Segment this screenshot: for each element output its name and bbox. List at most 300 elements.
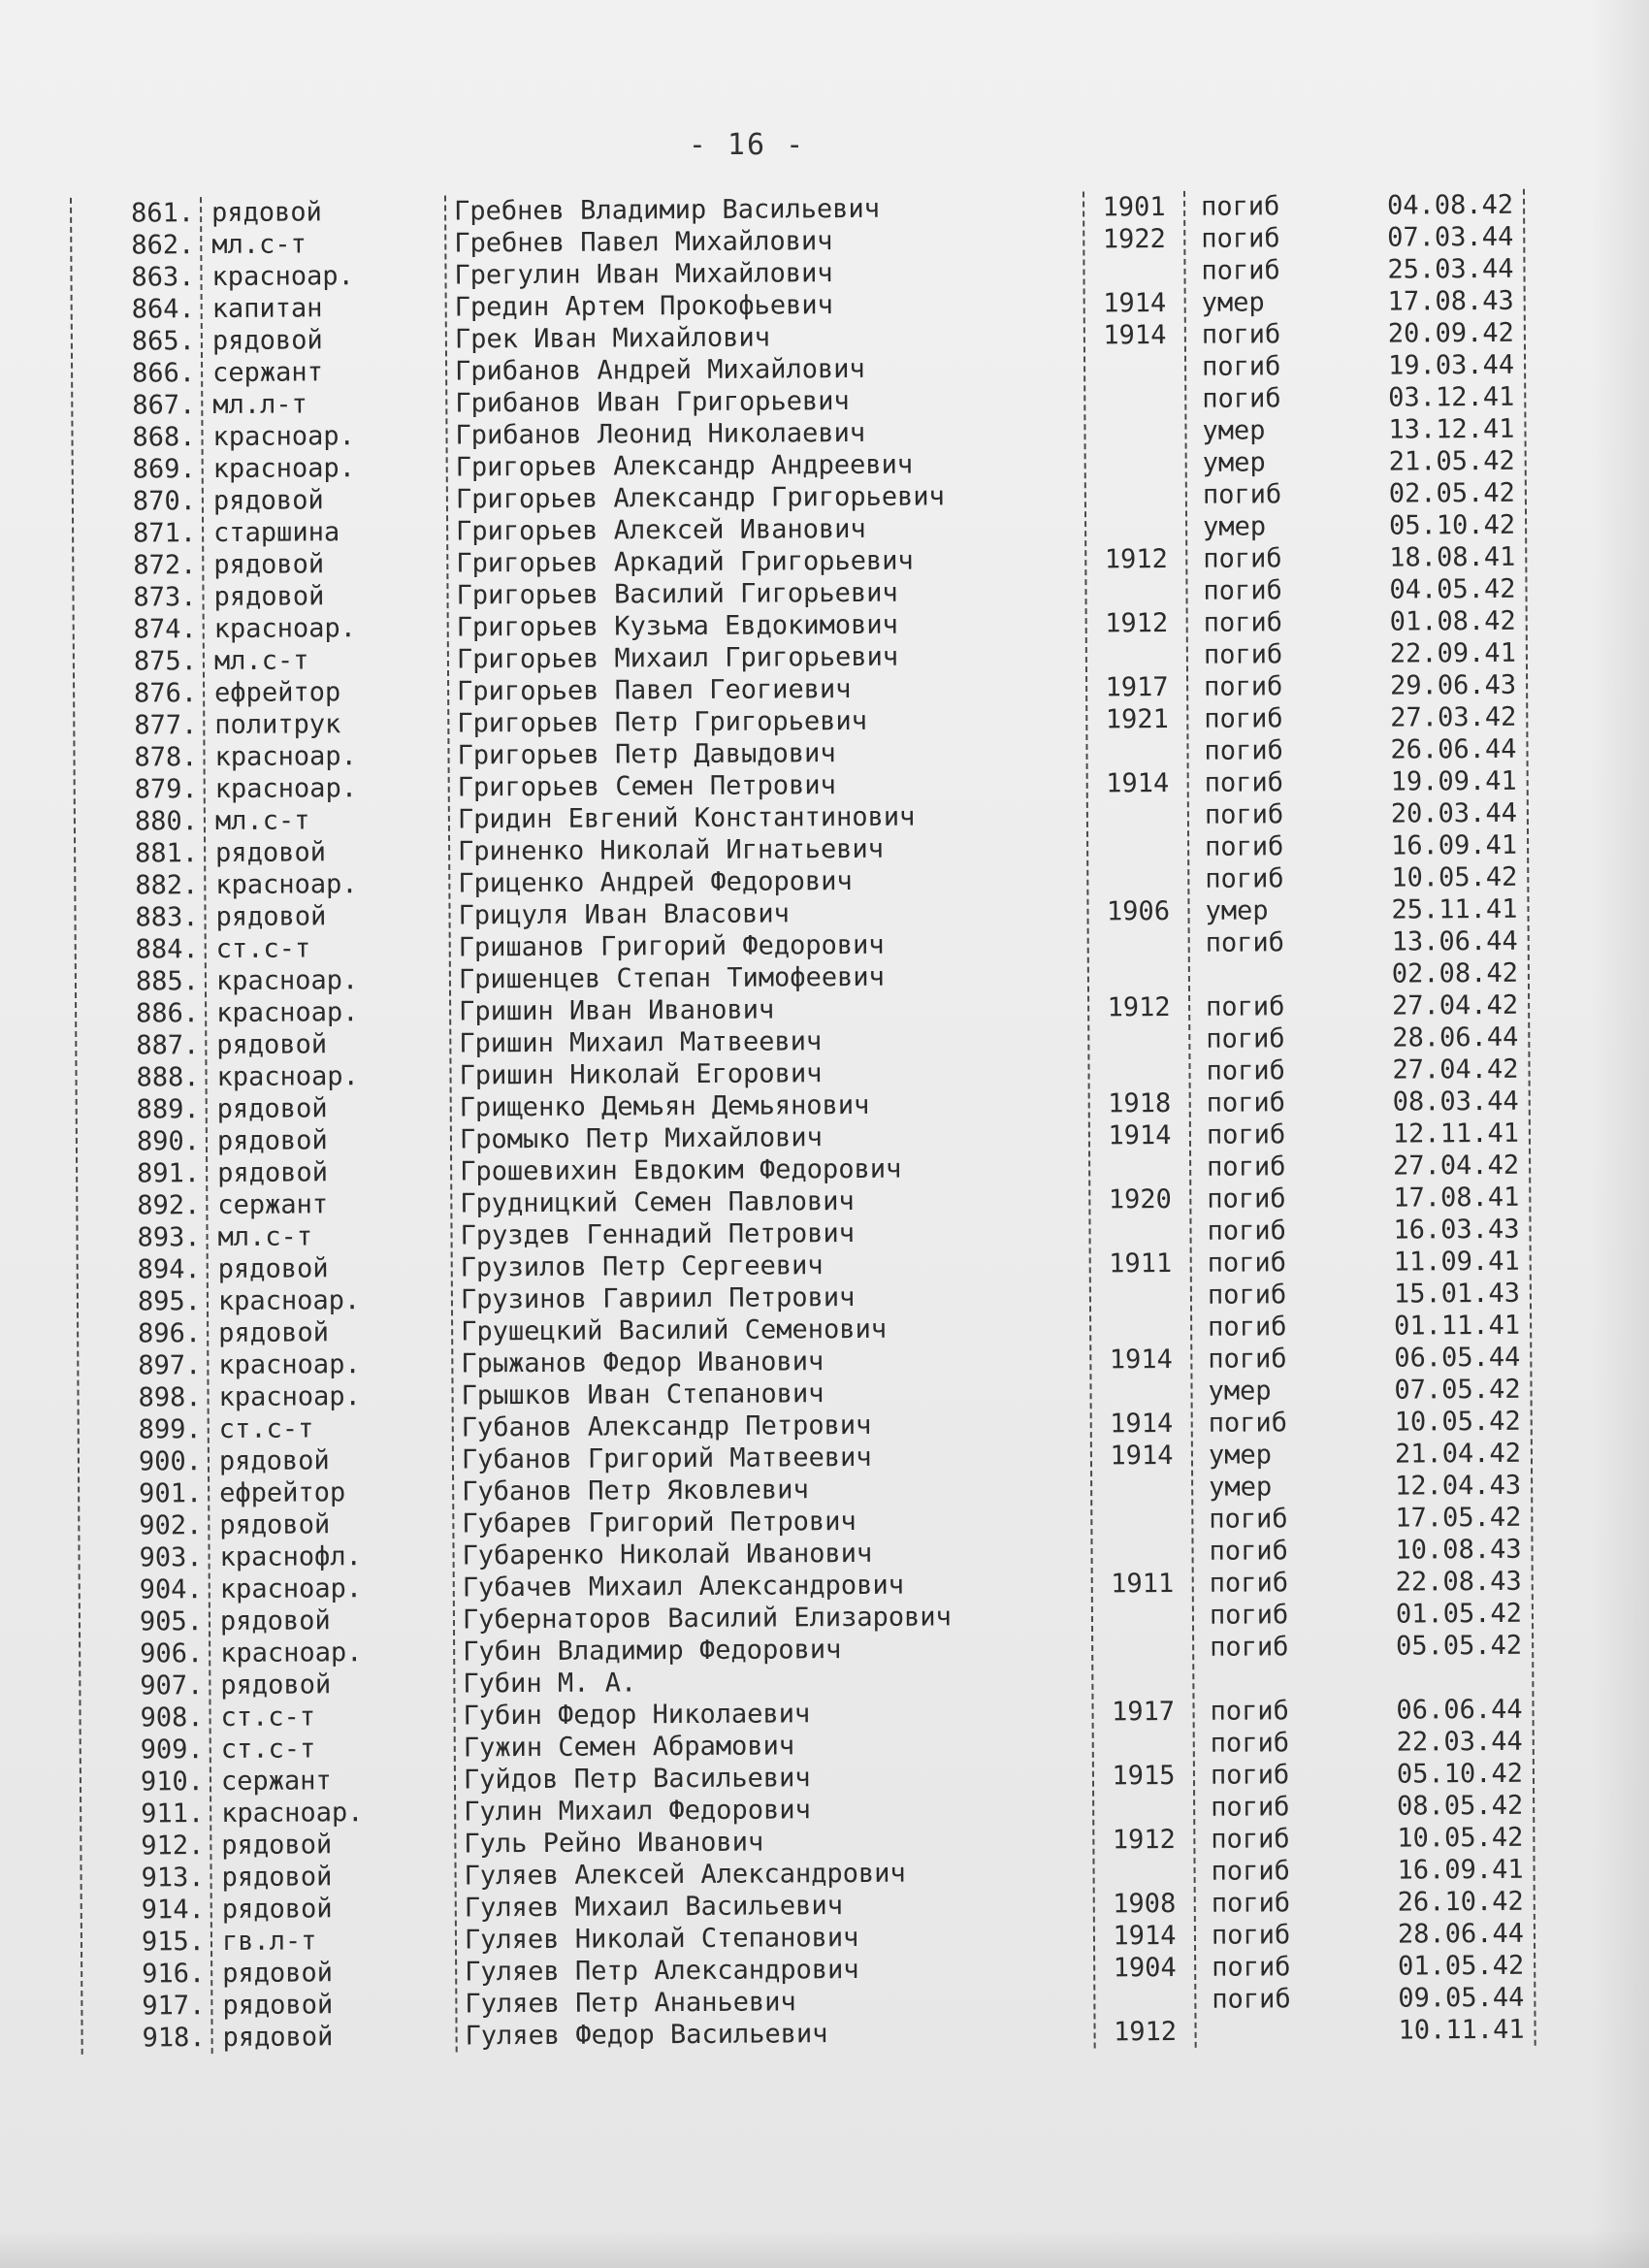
entry-birth-year: 1911	[1111, 1569, 1175, 1600]
entry-date	[1347, 1662, 1522, 1663]
entry-rank: сержант	[212, 357, 323, 389]
entry-status	[1210, 1663, 1336, 1664]
entry-status: погиб	[1212, 1952, 1291, 1983]
entry-status: погиб	[1210, 1696, 1289, 1727]
entry-name: Губанов Петр Яковлевич	[462, 1474, 809, 1507]
entry-birth-year: 1912	[1113, 2016, 1178, 2048]
entry-birth-year: 1915	[1112, 1760, 1176, 1792]
entry-number: 869.	[132, 454, 196, 485]
entry-number: 891.	[137, 1158, 201, 1189]
entry-date: 07.03.44	[1387, 221, 1514, 253]
entry-name: Губернаторов Василий Елизарович	[462, 1602, 952, 1636]
entry-date: 13.12.41	[1388, 413, 1515, 445]
entry-rank: мл.с-т	[217, 1221, 313, 1253]
entry-number: 912.	[141, 1831, 205, 1862]
entry-status: погиб	[1207, 1151, 1286, 1183]
entry-name: Григорьев Петр Григорьевич	[457, 705, 868, 739]
entry-number: 876.	[133, 678, 198, 709]
entry-rank: красноар.	[221, 1798, 364, 1830]
entry-birth-year: 1912	[1104, 544, 1168, 575]
entry-birth-year: 1914	[1110, 1441, 1174, 1472]
entry-rank: рядовой	[212, 485, 324, 517]
entry-name: Гуль Рейно Иванович	[464, 1827, 764, 1860]
entry-name: Гребнев Владимир Васильевич	[453, 193, 881, 227]
page-number: - 16 -	[688, 128, 806, 162]
entry-rank: мл.с-т	[211, 229, 307, 261]
entry-status: погиб	[1201, 351, 1281, 382]
entry-status: погиб	[1207, 1215, 1286, 1247]
entry-date: 27.04.42	[1392, 1150, 1520, 1182]
entry-number: 883.	[135, 902, 199, 933]
entry-status: погиб	[1206, 1119, 1286, 1150]
entry-name: Грузинов Гавриил Петрович	[460, 1282, 856, 1315]
entry-name: Губин Владимир Федорович	[463, 1635, 842, 1668]
entry-name: Григорьев Аркадий Григорьевич	[456, 545, 914, 579]
entry-name: Григорьев Василий Гигорьевич	[456, 577, 898, 611]
entry-rank: рядовой	[222, 1958, 334, 1990]
entry-rank: гв.л-т	[221, 1926, 317, 1958]
entry-date: 28.06.44	[1397, 1918, 1525, 1950]
entry-status: умер	[1208, 1440, 1273, 1471]
entry-birth-year: 1921	[1105, 704, 1169, 735]
entry-status: погиб	[1210, 1728, 1290, 1759]
entry-rank: рядовой	[215, 901, 327, 933]
entry-number: 868.	[132, 422, 196, 453]
entry-status: погиб	[1209, 1568, 1289, 1599]
entry-number: 874.	[133, 614, 197, 645]
entry-number: 907.	[140, 1670, 204, 1701]
entry-date: 26.06.44	[1390, 733, 1517, 765]
entry-name: Грудницкий Семен Павлович	[460, 1186, 855, 1219]
entry-status: погиб	[1209, 1504, 1288, 1535]
entry-date: 15.01.43	[1393, 1278, 1521, 1310]
entry-name: Губарев Григорий Петрович	[462, 1507, 857, 1539]
entry-status: умер	[1201, 287, 1265, 318]
entry-status: погиб	[1209, 1600, 1289, 1631]
entry-number: 910.	[140, 1766, 205, 1798]
entry-name: Грибанов Андрей Михайлович	[455, 353, 865, 387]
entry-birth-year: 1901	[1102, 192, 1166, 223]
entry-name: Григорьев Алексей Иванович	[456, 513, 866, 547]
entry-rank: рядовой	[217, 1253, 329, 1285]
entry-name: Гуляев Федор Васильевич	[465, 2019, 828, 2052]
entry-date: 10.11.41	[1398, 2014, 1525, 2046]
entry-birth-year: 1914	[1113, 1920, 1177, 1952]
entry-number: 863.	[131, 262, 195, 293]
entry-date: 11.09.41	[1393, 1246, 1520, 1278]
entry-number: 906.	[140, 1638, 204, 1669]
entry-name: Гредин Артем Прокофьевич	[454, 290, 833, 323]
entry-number: 888.	[136, 1062, 200, 1093]
entry-name: Гужин Семен Абрамович	[463, 1731, 795, 1764]
entry-birth-year: 1922	[1102, 224, 1166, 255]
entry-rank: рядовой	[216, 1125, 328, 1157]
entry-name: Гуляев Михаил Васильевич	[464, 1891, 844, 1924]
entry-status: погиб	[1209, 1536, 1288, 1567]
entry-status: погиб	[1208, 1408, 1288, 1439]
entry-name: Губин М. А.	[463, 1668, 637, 1700]
entry-number: 873.	[133, 582, 197, 613]
entry-birth-year: 1914	[1106, 768, 1170, 799]
entry-date: 27.04.42	[1392, 1053, 1519, 1085]
entry-rank: красноар.	[212, 453, 356, 485]
entry-number: 866.	[131, 358, 196, 389]
entry-rank: рядовой	[216, 1093, 328, 1125]
entry-date: 08.03.44	[1392, 1085, 1519, 1118]
entry-number: 913.	[141, 1863, 205, 1894]
entry-birth-year: 1912	[1107, 992, 1171, 1023]
entry-rank: ефрейтор	[219, 1477, 346, 1509]
entry-number: 877.	[134, 710, 198, 741]
entry-number: 890.	[136, 1126, 201, 1157]
entry-name: Гришанов Григорий Федорович	[458, 929, 885, 963]
entry-date: 20.09.42	[1387, 317, 1514, 349]
entry-rank: сержант	[217, 1189, 329, 1221]
entry-date: 02.05.42	[1388, 477, 1515, 509]
entry-date: 05.05.42	[1396, 1630, 1523, 1662]
entry-date: 10.08.43	[1395, 1534, 1522, 1566]
entry-name: Губанов Григорий Матвеевич	[461, 1442, 872, 1475]
entry-date: 28.06.44	[1392, 1021, 1519, 1053]
entry-rank: рядовой	[222, 1990, 334, 2021]
entry-number: 867.	[132, 390, 196, 421]
entry-status: погиб	[1204, 767, 1284, 798]
entry-name: Губин Федор Николаевич	[463, 1699, 811, 1732]
entry-status: погиб	[1203, 639, 1283, 670]
entry-status: умер	[1205, 895, 1269, 926]
entry-date: 04.08.42	[1386, 189, 1514, 221]
entry-date: 01.05.42	[1395, 1598, 1523, 1630]
entry-status: погиб	[1203, 607, 1283, 638]
entry-birth-year: 1920	[1108, 1184, 1172, 1215]
entry-number: 885.	[135, 966, 200, 997]
entry-date: 02.08.42	[1391, 957, 1519, 989]
entry-date: 05.10.42	[1388, 509, 1516, 541]
entry-number: 886.	[136, 998, 200, 1029]
entry-number: 872.	[133, 550, 197, 581]
entry-name: Громыко Петр Михайлович	[459, 1122, 823, 1155]
entry-number: 864.	[131, 294, 195, 325]
entry-date: 22.03.44	[1396, 1726, 1523, 1758]
entry-number: 916.	[142, 1959, 206, 1990]
entry-status: погиб	[1211, 1920, 1291, 1951]
entry-number: 880.	[134, 806, 199, 837]
entry-date: 26.10.42	[1397, 1886, 1524, 1918]
entry-date: 06.06.44	[1396, 1694, 1523, 1726]
entry-name: Губаренко Николай Иванович	[462, 1538, 873, 1571]
entry-name: Грек Иван Михайлович	[454, 322, 771, 355]
entry-number: 861.	[130, 198, 195, 229]
entry-name: Гуляев Алексей Александрович	[464, 1858, 906, 1892]
entry-status: погиб	[1205, 863, 1284, 894]
entry-date: 12.04.43	[1394, 1470, 1522, 1502]
entry-rank: рядовой	[221, 1862, 333, 1894]
entry-name: Грыжанов Федор Иванович	[461, 1346, 824, 1379]
entry-name: Гриценко Андрей Федорович	[458, 866, 853, 899]
entry-number: 915.	[141, 1927, 206, 1958]
entry-status: погиб	[1211, 1888, 1291, 1919]
entry-birth-year: 1914	[1109, 1345, 1173, 1376]
entry-number: 905.	[139, 1606, 204, 1637]
entry-number: 887.	[136, 1030, 200, 1061]
entry-date: 17.05.42	[1395, 1502, 1522, 1534]
entry-rank: рядовой	[213, 549, 325, 581]
entry-rank: рядовой	[216, 1029, 328, 1061]
entry-number: 878.	[134, 742, 198, 773]
entry-name: Груздев Геннадий Петрович	[460, 1218, 856, 1251]
entry-name: Гридин Евгений Константинович	[457, 801, 916, 835]
entry-rank: красноар.	[211, 261, 354, 293]
entry-name: Гуляев Николай Степанович	[464, 1922, 859, 1956]
entry-number: 870.	[132, 486, 197, 517]
entry-status: погиб	[1202, 383, 1281, 414]
entry-rank: ст.с-т	[218, 1413, 314, 1445]
entry-status: погиб	[1208, 1344, 1287, 1375]
entry-rank: политрук	[214, 709, 341, 741]
entry-name: Гришин Николай Егорович	[459, 1058, 823, 1091]
entry-name: Грищенко Демьян Демьянович	[459, 1089, 870, 1123]
entry-name: Грибанов Леонид Николаевич	[455, 417, 866, 451]
entry-name: Григорьев Павел Геогиевич	[457, 674, 852, 707]
entry-number: 865.	[131, 326, 195, 357]
entry-number: 894.	[137, 1254, 201, 1285]
entry-rank: красноар.	[216, 997, 359, 1029]
entry-name: Грышков Иван Степанович	[461, 1378, 824, 1411]
entry-status: погиб	[1206, 1055, 1285, 1086]
entry-name: Грошевихин Евдоким Федорович	[460, 1153, 902, 1187]
entry-rank: ст.с-т	[220, 1733, 316, 1766]
entry-rank: ефрейтор	[214, 677, 341, 709]
entry-rank: мл.с-т	[213, 645, 309, 677]
entry-birth-year: 1912	[1112, 1824, 1176, 1856]
entry-rank: рядовой	[218, 1445, 330, 1477]
entry-date: 09.05.44	[1398, 1982, 1525, 2014]
entry-date: 29.06.43	[1389, 669, 1517, 701]
entry-name: Гуляев Петр Александрович	[465, 1954, 859, 1988]
entry-rank: рядовой	[219, 1509, 331, 1541]
entry-date: 16.03.43	[1393, 1214, 1520, 1246]
entry-status: погиб	[1207, 1280, 1287, 1311]
entry-name: Григорьев Александр Григорьевич	[455, 481, 945, 515]
entry-date: 16.09.41	[1397, 1854, 1524, 1886]
entry-status: погиб	[1201, 255, 1280, 286]
entry-number: 895.	[137, 1286, 202, 1317]
entry-rank: краснофл.	[219, 1541, 362, 1573]
entry-birth-year: 1908	[1113, 1888, 1177, 1920]
entry-status: умер	[1209, 1472, 1273, 1503]
entry-status: погиб	[1202, 479, 1282, 510]
entry-status: погиб	[1205, 927, 1285, 958]
entry-number: 902.	[139, 1510, 203, 1541]
entry-number: 900.	[138, 1446, 203, 1477]
entry-date: 10.05.42	[1391, 861, 1518, 893]
entry-status: умер	[1202, 447, 1266, 478]
entry-rank: ст.с-т	[215, 933, 311, 965]
entry-name: Григорьев Александр Андреевич	[455, 449, 914, 483]
entry-rank: красноар.	[220, 1637, 363, 1669]
entry-name: Гришин Иван Иванович	[459, 994, 775, 1027]
entry-status: умер	[1208, 1376, 1272, 1407]
entry-birth-year: 1914	[1103, 320, 1167, 351]
entry-number: 898.	[138, 1382, 202, 1413]
entry-date: 12.11.41	[1392, 1118, 1520, 1150]
entry-date: 03.12.41	[1388, 381, 1515, 413]
entry-status: погиб	[1206, 991, 1285, 1022]
entry-name: Григорьев Семен Петрович	[457, 770, 836, 803]
entry-number: 896.	[138, 1318, 202, 1349]
entry-date: 21.05.42	[1388, 445, 1515, 477]
entry-date: 06.05.44	[1394, 1342, 1521, 1374]
entry-rank: рядовой	[221, 1830, 333, 1862]
entry-date: 18.08.41	[1389, 541, 1516, 573]
entry-rank: красноар.	[214, 773, 358, 805]
entry-name: Губанов Александр Петрович	[461, 1409, 872, 1443]
entry-number: 901.	[139, 1478, 203, 1509]
entry-status: погиб	[1207, 1183, 1286, 1215]
entry-birth-year: 1914	[1103, 288, 1167, 319]
entry-birth-year: 1912	[1105, 608, 1169, 639]
entry-birth-year: 1917	[1105, 672, 1169, 703]
entry-number: 918.	[142, 2023, 206, 2054]
entry-date: 25.03.44	[1387, 253, 1514, 285]
entry-status: погиб	[1212, 1984, 1291, 2015]
entry-status: погиб	[1204, 703, 1283, 734]
entry-number: 882.	[135, 870, 199, 901]
entry-date: 17.08.41	[1393, 1182, 1520, 1214]
entry-date: 20.03.44	[1390, 797, 1517, 829]
entry-status	[1212, 2015, 1338, 2016]
entry-status: погиб	[1211, 1856, 1290, 1887]
entry-status: погиб	[1210, 1760, 1290, 1791]
entry-rank: сержант	[220, 1766, 332, 1798]
entry-number: 892.	[137, 1190, 201, 1221]
entry-rank: рядовой	[220, 1669, 332, 1701]
entry-rank: красноар.	[218, 1349, 361, 1381]
entry-status: погиб	[1201, 223, 1280, 254]
entry-status: погиб	[1204, 671, 1283, 702]
entry-date: 16.09.41	[1390, 829, 1518, 861]
entry-status: погиб	[1205, 831, 1284, 862]
entry-birth-year: 1906	[1106, 896, 1171, 927]
entry-date: 21.04.42	[1394, 1438, 1522, 1470]
entry-date: 10.05.42	[1397, 1822, 1524, 1854]
entry-number: 914.	[141, 1895, 205, 1926]
entry-name: Григорьев Михаил Григорьевич	[456, 641, 899, 675]
entry-name: Грузилов Петр Сергеевич	[460, 1250, 824, 1283]
entry-status: погиб	[1210, 1632, 1289, 1663]
entry-status: погиб	[1203, 575, 1282, 606]
entry-date: 19.09.41	[1390, 765, 1517, 797]
entry-name: Григорьев Кузьма Евдокимович	[456, 609, 898, 643]
entry-rank: рядовой	[217, 1157, 329, 1189]
entry-date: 08.05.42	[1397, 1790, 1524, 1822]
entry-status: погиб	[1201, 319, 1281, 350]
entry-rank: красноар.	[213, 613, 357, 645]
entry-number: 893.	[137, 1222, 201, 1253]
entry-date: 25.11.41	[1391, 893, 1518, 925]
entry-name: Гуляев Петр Ананьевич	[465, 1987, 796, 2020]
entry-status: погиб	[1204, 735, 1283, 766]
scan-shadow	[1591, 0, 1649, 2268]
entry-birth-year: 1911	[1109, 1248, 1173, 1280]
entry-name: Губачев Михаил Александрович	[462, 1570, 905, 1604]
entry-rank: красноар.	[212, 421, 355, 453]
entry-number: 899.	[138, 1414, 202, 1445]
entry-number: 908.	[140, 1702, 204, 1733]
entry-number: 917.	[142, 1991, 206, 2022]
entry-status: погиб	[1200, 191, 1280, 222]
entry-rank: красноар.	[215, 965, 359, 997]
entry-date: 10.05.42	[1394, 1406, 1521, 1438]
entry-status: погиб	[1206, 1023, 1285, 1054]
entry-birth-year: 1904	[1113, 1952, 1177, 1984]
entry-number: 879.	[134, 774, 198, 805]
entry-rank: ст.с-т	[220, 1701, 316, 1733]
entry-date: 04.05.42	[1389, 573, 1516, 605]
entry-rank: красноар.	[217, 1285, 361, 1317]
entry-date: 01.05.42	[1398, 1950, 1525, 1982]
entry-rank: красноар.	[219, 1573, 363, 1605]
entry-rank: рядовой	[211, 197, 322, 229]
entry-name: Гребнев Павел Михайлович	[454, 226, 833, 259]
entry-status: погиб	[1206, 1087, 1286, 1118]
entry-rank: рядовой	[222, 2022, 334, 2053]
entry-number: 875.	[133, 646, 198, 677]
entry-rank: рядовой	[215, 837, 327, 869]
entry-rank: красноар.	[214, 741, 357, 773]
entry-date: 17.08.43	[1387, 285, 1514, 317]
entry-birth-year: 1918	[1108, 1088, 1172, 1119]
entry-rank: рядовой	[219, 1605, 331, 1637]
entry-name: Гришин Михаил Матвеевич	[459, 1026, 823, 1059]
entry-status: погиб	[1211, 1824, 1290, 1855]
entry-name: Гуйдов Петр Васильевич	[463, 1763, 811, 1796]
entry-name: Грицуля Иван Власович	[458, 898, 790, 931]
entry-date: 19.03.44	[1387, 349, 1515, 381]
entry-rank: мл.с-т	[214, 805, 310, 837]
entry-name: Гулин Михаил Федорович	[464, 1795, 811, 1828]
entry-name: Грегулин Иван Михайлович	[454, 258, 833, 291]
entry-number: 881.	[135, 838, 199, 869]
entry-birth-year: 1914	[1108, 1120, 1172, 1151]
entry-number: 862.	[131, 230, 195, 261]
entry-rank: рядовой	[218, 1317, 330, 1349]
entry-date: 22.08.43	[1395, 1566, 1522, 1598]
entry-status: умер	[1203, 511, 1267, 542]
entry-rank: мл.л-т	[212, 389, 307, 421]
entry-number: 904.	[139, 1574, 203, 1605]
entry-number: 889.	[136, 1094, 200, 1125]
entry-rank: рядовой	[221, 1894, 333, 1926]
entry-date: 01.11.41	[1393, 1310, 1521, 1342]
entry-date: 05.10.42	[1396, 1758, 1524, 1790]
scan-shadow	[0, 2229, 1649, 2268]
entry-rank: красноар.	[216, 1061, 359, 1093]
entry-number: 884.	[135, 934, 199, 965]
entry-date: 27.03.42	[1390, 701, 1517, 733]
entry-date: 13.06.44	[1391, 925, 1518, 957]
entry-rank: капитан	[211, 293, 323, 325]
entry-status: погиб	[1204, 799, 1284, 830]
entry-date: 22.09.41	[1389, 637, 1516, 669]
entry-number: 903.	[139, 1542, 203, 1573]
entry-status: погиб	[1208, 1312, 1287, 1343]
entry-name: Григорьев Петр Давыдович	[457, 738, 836, 771]
entry-name: Грушецкий Василий Семенович	[461, 1313, 888, 1347]
entry-name: Грибанов Иван Григорьевич	[455, 386, 850, 419]
entry-status: умер	[1202, 415, 1266, 446]
entry-date: 07.05.42	[1394, 1374, 1521, 1406]
